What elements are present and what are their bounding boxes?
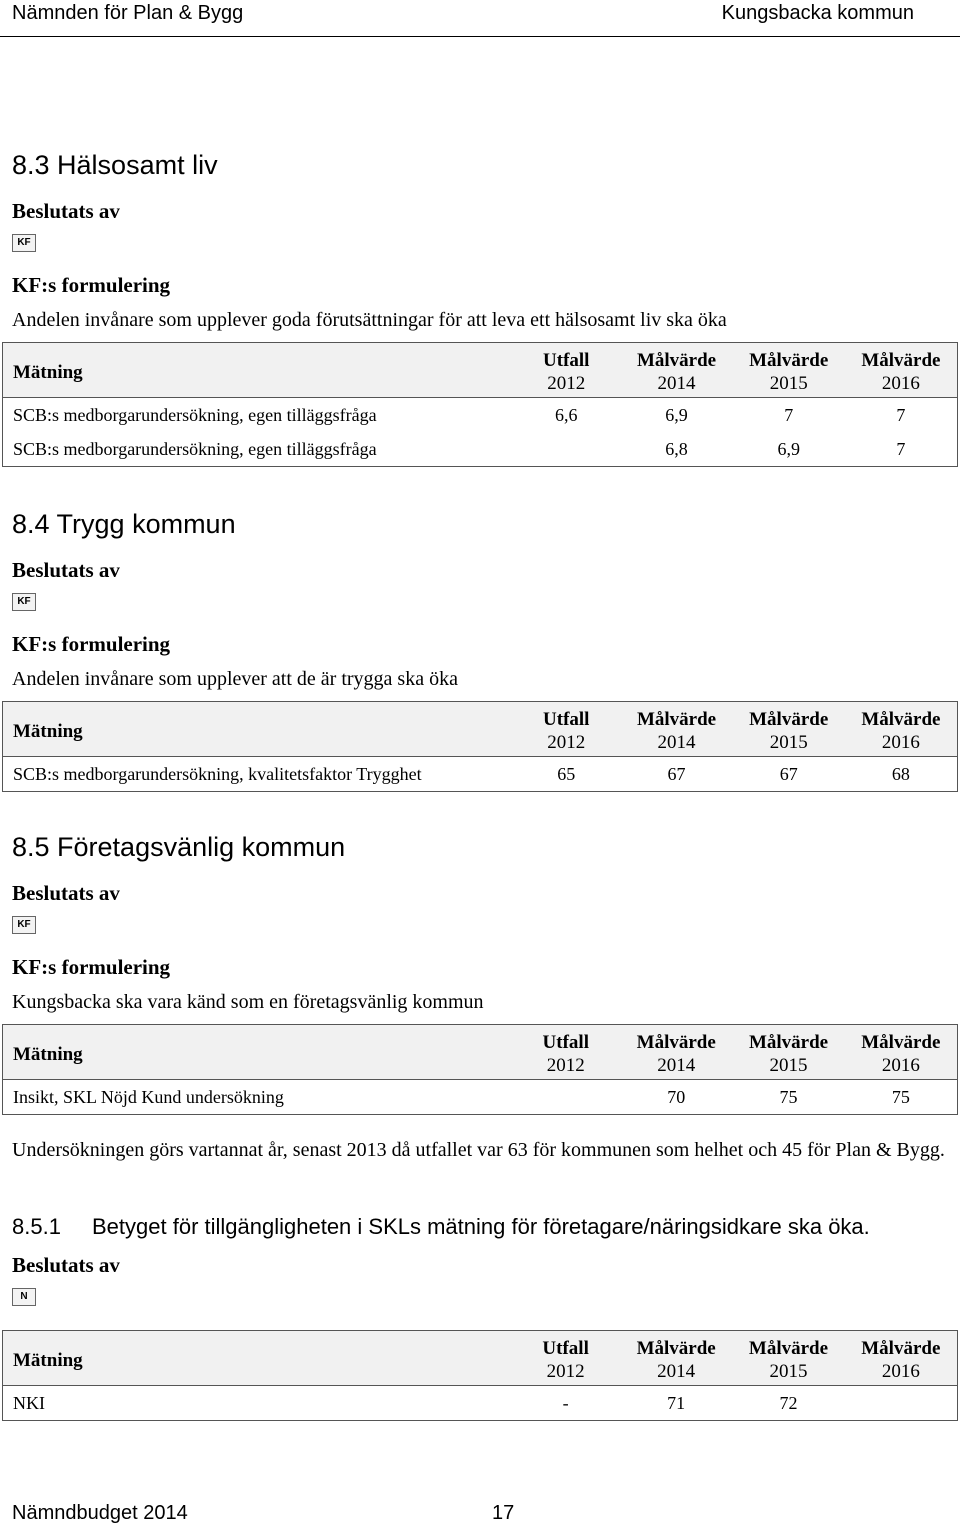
table-row <box>3 1080 958 1115</box>
cell-utfall <box>512 432 620 467</box>
section-title: 8.5 Företagsvänlig kommun <box>12 832 346 862</box>
header-rule <box>0 36 960 37</box>
col-mal-2016: Målvärde 2016 <box>845 1025 958 1080</box>
col-matning: Mätning <box>3 1331 512 1386</box>
header-left: Nämnden för Plan & Bygg <box>12 2 244 24</box>
formulering-text: Kungsbacka ska vara känd som en företagsvänlig kommun <box>12 991 484 1013</box>
formulering-text: Andelen invånare som upplever goda förutsättningar för att leva ett hälsosamt liv ska öka <box>12 309 727 331</box>
formulering-text: Andelen invånare som upplever att de är trygga ska öka <box>12 668 458 690</box>
cell-2014: 70 <box>620 1080 732 1115</box>
cell-2016: 7 <box>845 398 958 433</box>
cell-2015: 67 <box>733 757 845 792</box>
subsection-text: Betyget för tillgängligheten i SKLs mätning för företagare/näringsidkare ska öka. <box>92 1214 870 1239</box>
subsection-number: 8.5.1 <box>12 1214 61 1239</box>
section-note: Undersökningen görs vartannat år, senast 2013 då utfallet var 63 för kommunen som helhet och 45 för Plan & Bygg. <box>12 1139 945 1161</box>
col-mal-2014: Målvärde 2014 <box>620 1025 732 1080</box>
table-row <box>3 757 958 792</box>
cell-2015: 7 <box>784 404 794 425</box>
cell-utfall: 65 <box>512 757 620 792</box>
col-mal-2016: Målvärde 2016 <box>845 702 958 757</box>
section-8-3 <box>12 148 960 334</box>
cell-2015: 72 <box>732 1386 844 1421</box>
header-right: Kungsbacka kommun <box>721 2 914 24</box>
col-utfall: Utfall 2012 <box>511 1025 620 1080</box>
formulering-label: KF:s formulering <box>12 955 171 979</box>
col-mal-2015: Målvärde 2015 <box>732 1025 844 1080</box>
cell-2016: 75 <box>845 1080 958 1115</box>
cell-2016: 7 <box>845 432 958 467</box>
section-8-5-1 <box>12 1212 960 1324</box>
page-number: 17 <box>492 1502 515 1524</box>
col-utfall: Utfall 2012 <box>512 702 620 757</box>
section-8-4 <box>12 507 960 693</box>
beslutats-label: Beslutats av <box>12 881 120 905</box>
table-row <box>3 432 958 467</box>
col-mal-2014: Målvärde 2014 <box>620 343 732 398</box>
section-8-5 <box>12 830 960 1016</box>
beslutats-label: Beslutats av <box>12 199 120 223</box>
footer-title: Nämndbudget 2014 <box>12 1502 188 1524</box>
col-mal-2014: Målvärde 2014 <box>620 702 732 757</box>
subsection-title <box>12 1212 960 1246</box>
matning-table-8-3 <box>2 342 958 467</box>
section-title: 8.4 Trygg kommun <box>12 509 236 539</box>
section-title: 8.3 Hälsosamt liv <box>12 150 218 180</box>
row-name: SCB:s medborgarundersökning, egen tilläggsfråga <box>3 432 513 467</box>
row-name: SCB:s medborgarundersökning, egen tilläggsfråga <box>3 398 513 433</box>
matning-table-8-5-1 <box>2 1330 958 1421</box>
row-name: NKI <box>3 1386 512 1421</box>
kf-icon: KF <box>12 234 36 252</box>
row-name: SCB:s medborgarundersökning, kvalitetsfaktor Trygghet <box>3 757 513 792</box>
kf-icon: KF <box>12 916 36 934</box>
cell-utfall <box>511 1080 620 1115</box>
kf-icon: KF <box>12 593 36 611</box>
row-name: Insikt, SKL Nöjd Kund undersökning <box>3 1080 512 1115</box>
matning-table-8-5 <box>2 1024 958 1115</box>
cell-utfall: 6,6 <box>554 404 578 425</box>
col-matning: Mätning <box>3 1025 512 1080</box>
col-matning: Mätning <box>3 702 513 757</box>
col-mal-2015: Målvärde 2015 <box>733 343 845 398</box>
col-mal-2016: Målvärde 2016 <box>845 343 958 398</box>
cell-2014: 6,9 <box>665 404 688 425</box>
beslutats-label: Beslutats av <box>12 558 120 582</box>
matning-table-8-4 <box>2 701 958 792</box>
cell-2014: 6,8 <box>620 432 732 467</box>
col-mal-2016: Målvärde 2016 <box>845 1331 958 1386</box>
table-row <box>3 1386 958 1421</box>
col-mal-2014: Målvärde 2014 <box>620 1331 732 1386</box>
formulering-label: KF:s formulering <box>12 632 171 656</box>
beslutats-label: Beslutats av <box>12 1253 120 1277</box>
table-row <box>3 398 958 433</box>
cell-2014: 71 <box>620 1386 732 1421</box>
cell-2015: 6,9 <box>733 432 845 467</box>
cell-2015: 75 <box>732 1080 844 1115</box>
col-mal-2015: Målvärde 2015 <box>732 1331 844 1386</box>
cell-2016 <box>845 1386 958 1421</box>
cell-2016: 68 <box>845 757 958 792</box>
col-matning: Mätning <box>3 343 513 398</box>
n-icon: N <box>12 1288 36 1306</box>
col-mal-2015: Målvärde 2015 <box>733 702 845 757</box>
col-utfall: Utfall 2012 <box>512 343 620 398</box>
cell-2014: 67 <box>620 757 732 792</box>
col-utfall: Utfall 2012 <box>511 1331 620 1386</box>
formulering-label: KF:s formulering <box>12 273 171 297</box>
cell-utfall: - <box>511 1386 620 1421</box>
